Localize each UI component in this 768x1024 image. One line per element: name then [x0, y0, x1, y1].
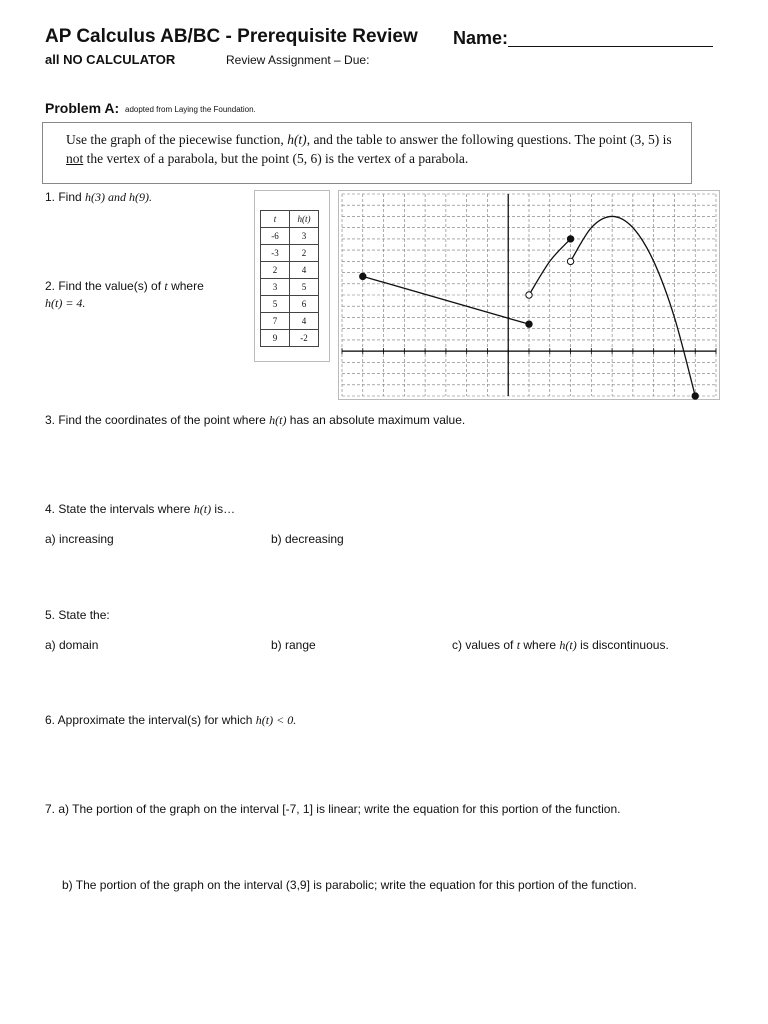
- table-row: [261, 245, 319, 262]
- closed-point: [360, 273, 366, 279]
- table-cell-t: 2: [261, 262, 290, 279]
- table-row: [261, 262, 319, 279]
- table-cell-t: 9: [261, 330, 290, 347]
- closed-point: [567, 236, 573, 242]
- question-2-line-2: h(t) = 4.: [45, 296, 86, 310]
- table-cell-h: 2: [290, 245, 319, 262]
- question-5c-mid: where: [520, 638, 560, 652]
- open-point: [567, 258, 573, 264]
- question-1-prefix: 1. Find: [45, 190, 86, 204]
- table-cell-h: 5: [290, 279, 319, 296]
- question-5c-prefix: c) values of: [452, 638, 517, 652]
- question-4-prefix: 4. State the intervals where: [45, 502, 194, 516]
- piecewise-graph: [338, 190, 720, 400]
- table-cell-t: 3: [261, 279, 290, 296]
- instruction-text: [66, 130, 681, 168]
- name-label: Name:: [453, 28, 509, 48]
- question-4-suffix: is…: [211, 502, 236, 516]
- review-assignment-due: Review Assignment – Due:: [226, 53, 370, 67]
- name-field-line[interactable]: [508, 46, 713, 47]
- table-header-row: [261, 211, 319, 228]
- table-row: [261, 279, 319, 296]
- question-2-var: t: [164, 279, 168, 293]
- question-3-prefix: 3. Find the coordinates of the point where: [45, 413, 270, 427]
- table-row: [261, 313, 319, 330]
- open-point: [526, 292, 532, 298]
- question-1: [45, 190, 152, 205]
- instruction-part3: the vertex of a parabola, but the point (5, 6) is the vertex of a parabola.: [83, 151, 469, 166]
- question-5c-math: h(t): [559, 638, 577, 652]
- question-5b: b) range: [271, 638, 316, 652]
- problem-source-note: adopted from Laying the Foundation.: [125, 105, 256, 114]
- question-5c-var: t: [516, 638, 521, 652]
- table-cell-t: 5: [261, 296, 290, 313]
- instruction-part1: Use the graph of the piecewise function,: [66, 132, 288, 147]
- table-cell-t: -3: [261, 245, 290, 262]
- question-2-line-1: [45, 279, 204, 294]
- table-cell-h: 4: [290, 313, 319, 330]
- question-4b: b) decreasing: [271, 532, 344, 546]
- question-5c: [452, 638, 669, 653]
- question-6-math: h(t) < 0.: [255, 713, 297, 727]
- table-cell-h: 6: [290, 296, 319, 313]
- table-header-h: h(t): [290, 211, 319, 228]
- table-header-t: t: [261, 211, 290, 228]
- instruction-part2: , and the table to answer the following questions. The point (3, 5) is: [306, 132, 672, 147]
- page-title: AP Calculus AB/BC - Prerequisite Review: [45, 26, 418, 47]
- question-5: 5. State the:: [45, 608, 110, 622]
- table-row: [261, 296, 319, 313]
- question-4-math: h(t): [193, 502, 212, 516]
- question-7a: 7. a) The portion of the graph on the interval [-7, 1] is linear; write the equation for this portion of the function.: [45, 802, 621, 816]
- question-7b: b) The portion of the graph on the interval (3,9] is parabolic; write the equation for this portion of the function.: [62, 878, 637, 892]
- table-row: [261, 228, 319, 245]
- question-5c-suffix: is discontinuous.: [576, 638, 669, 652]
- subtitle: all NO CALCULATOR: [45, 52, 176, 67]
- question-6-prefix: 6. Approximate the interval(s) for which: [45, 713, 256, 727]
- table-cell-t: 7: [261, 313, 290, 330]
- question-3: [45, 413, 465, 428]
- question-2-prefix: 2. Find the value(s) of: [45, 279, 165, 293]
- instruction-function: h(t): [287, 132, 307, 147]
- table-cell-h: 3: [290, 228, 319, 245]
- question-5a: a) domain: [45, 638, 99, 652]
- question-2-suffix: where: [167, 279, 204, 293]
- question-6: [45, 713, 296, 728]
- table-cell-h: 4: [290, 262, 319, 279]
- question-4a: a) increasing: [45, 532, 114, 546]
- table-cell-t: -6: [261, 228, 290, 245]
- table-row: [261, 330, 319, 347]
- instruction-not: not: [66, 151, 84, 166]
- values-table: [260, 210, 319, 347]
- question-3-suffix: has an absolute maximum value.: [286, 413, 466, 427]
- table-cell-h: -2: [290, 330, 319, 347]
- closed-point: [692, 393, 698, 399]
- problem-label: Problem A:: [45, 100, 120, 116]
- closed-point: [526, 321, 532, 327]
- question-3-math: h(t): [269, 413, 287, 427]
- question-1-math: h(3) and h(9).: [85, 190, 153, 204]
- question-4: [45, 502, 235, 517]
